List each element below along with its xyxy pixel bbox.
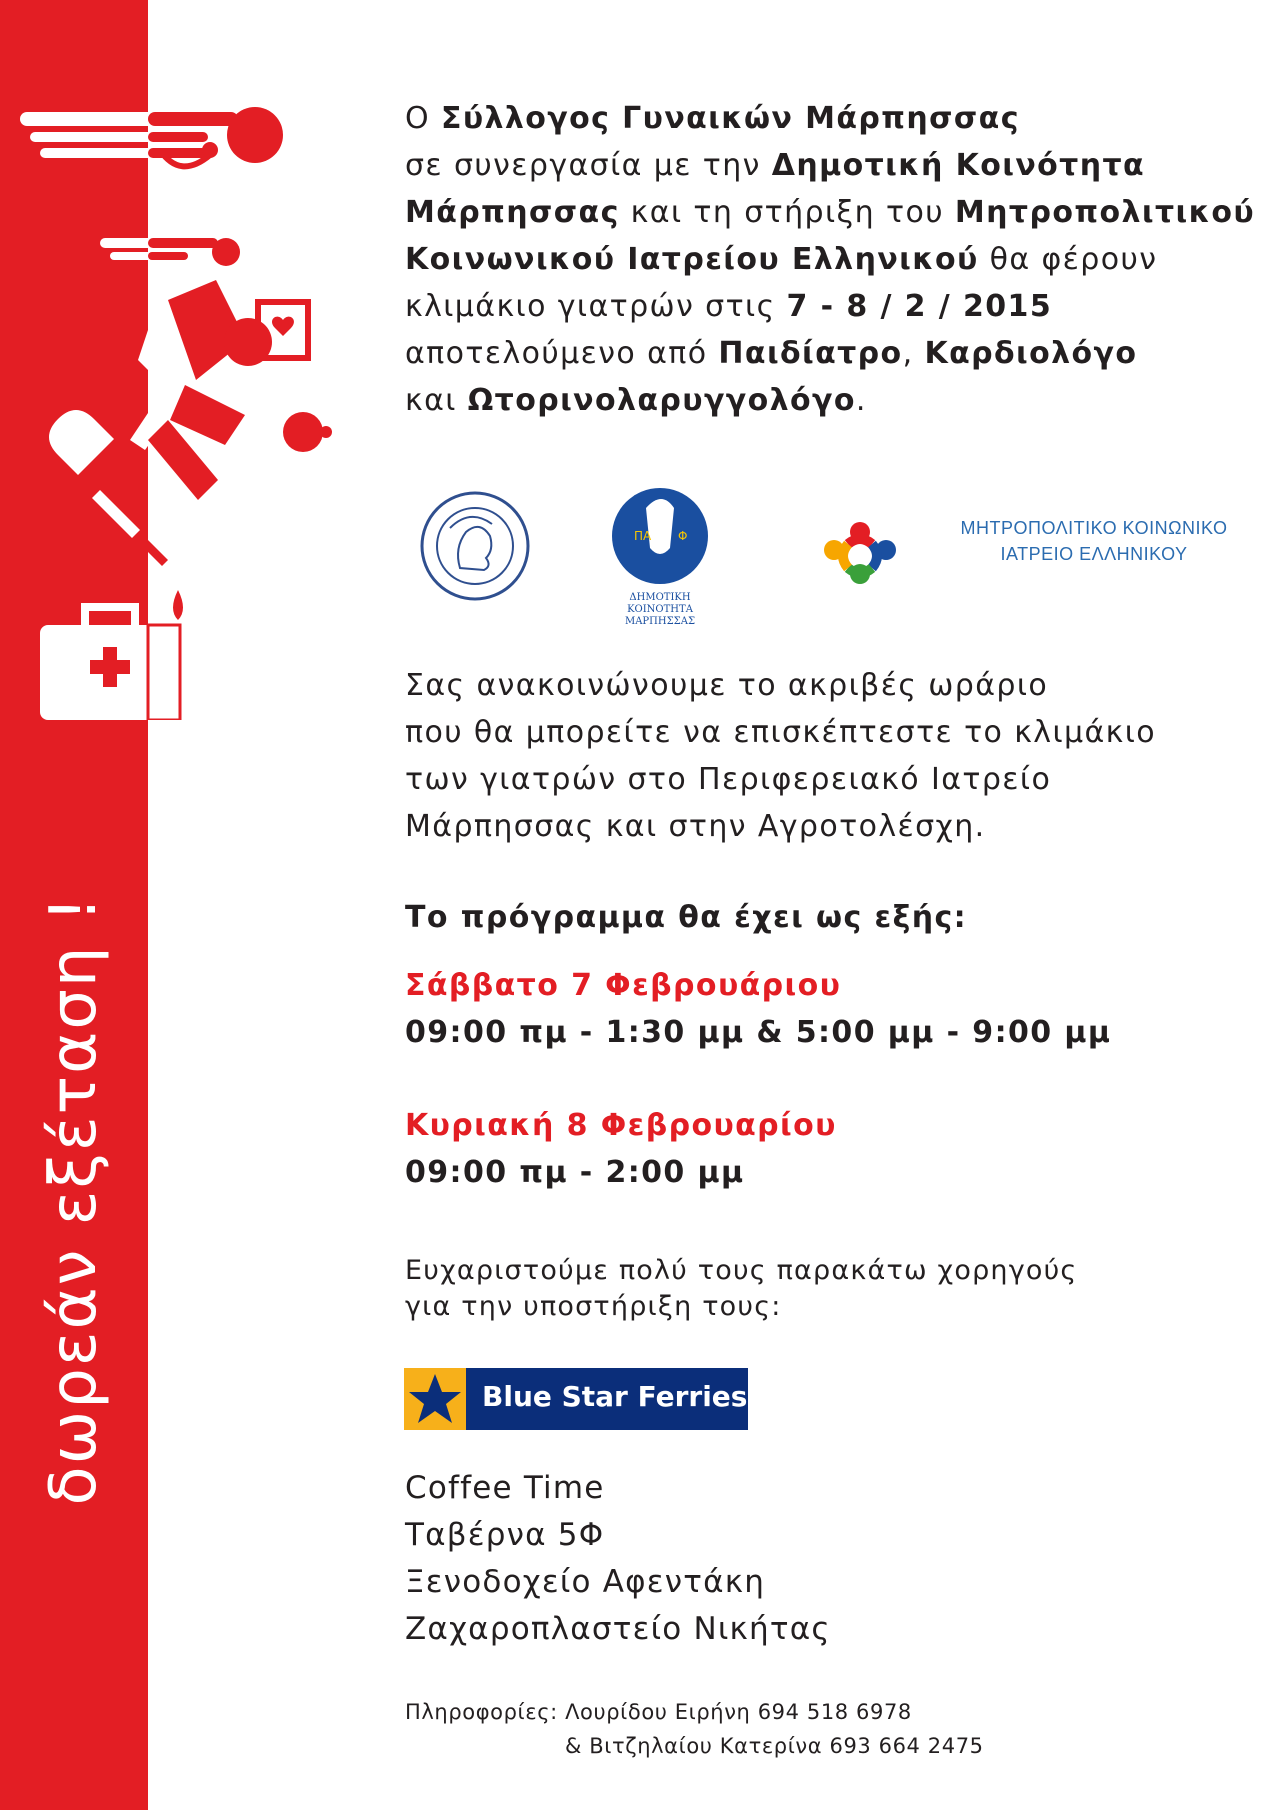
municipal-label-3: ΜΑΡΠΗΣΣΑΣ — [624, 616, 696, 627]
municipal-label-2: ΚΟΙΝΟΤΗΤΑ — [627, 604, 693, 615]
sponsor-item: Ζαχαροπλαστείο Νικήτας — [405, 1611, 831, 1647]
sponsor-item: Coffee Time — [405, 1470, 605, 1506]
sponsor-list — [405, 1465, 831, 1653]
municipal-label-1: ΔΗΜΟΤΙΚΗ — [629, 592, 691, 603]
intro-paragraph: Ο Σύλλογος Γυναικών Μάρπησσας σε συνεργασία με την Δημοτική Κοινότητα Μάρπησσας και τη στήριξη του Μητροπολιτικού Κοινωνικού Ιατρείου Ελληνικού θα φέρουν κλιμάκιο γιατρών στις 7 - 8 / 2 / 2015 αποτελούμενο από Παιδίατρο, Καρδιολόγο και Ωτορινολαρυγγολόγο. — [405, 101, 1255, 418]
logos-row — [420, 488, 940, 628]
svg-text:ΠΑ: ΠΑ — [634, 529, 652, 543]
clinic-people-icon — [824, 522, 896, 584]
municipal-logo-icon — [612, 488, 708, 627]
doctor-icon — [20, 112, 170, 158]
sponsor-item: Ταβέρνα 5Φ — [405, 1517, 605, 1553]
saturday-heading: Σάββατο 7 Φεβρουάριου — [405, 968, 842, 1003]
saturday-hours: 09:00 πμ - 1:30 μμ & 5:00 μμ - 9:00 μμ — [405, 1015, 1112, 1050]
metro-clinic-label: ΜΗΤΡΟΠΟΛΙΤΙΚΟ ΚΟΙΝΩΝΙΚΟ ΙΑΤΡΕΙΟ ΕΛΛΗΝΙΚΟΥ — [960, 518, 1228, 564]
sunday-hours: 09:00 πμ - 2:00 μμ — [405, 1155, 745, 1190]
svg-text:Φ: Φ — [678, 529, 688, 543]
announcement-paragraph: Σας ανακοινώνουμε το ακριβές ωράριο που θα μπορείτε να επισκέπτεστε το κλιμάκιο των γιατρών στο Περιφερειακό Ιατρείο Μάρπησσας και στην Αγροτολέσχη. — [405, 668, 1157, 844]
sponsor-logo — [404, 1368, 748, 1430]
association-seal-icon — [422, 493, 528, 599]
sponsor-logo-text: Blue Star Ferries — [482, 1380, 748, 1413]
thanks-text: Ευχαριστούμε πολύ τους παρακάτω χορηγούς για την υποστήριξη τους: — [405, 1255, 1078, 1322]
contact-info: Πληροφορίες: Λουρίδου Ειρήνη 694 518 6978 & Βιτζηλαίου Κατερίνα 693 664 2475 — [405, 1700, 984, 1758]
sunday-heading: Κυριακή 8 Φεβρουαρίου — [405, 1108, 837, 1143]
medical-illustration — [0, 0, 340, 720]
vertical-title: δωρεάν εξέταση ! — [37, 894, 111, 1506]
program-heading: Το πρόγραμμα θα έχει ως εξής: — [405, 900, 968, 935]
sponsor-item: Ξενοδοχείο Αφεντάκη — [405, 1564, 766, 1600]
star-icon — [404, 1368, 466, 1430]
